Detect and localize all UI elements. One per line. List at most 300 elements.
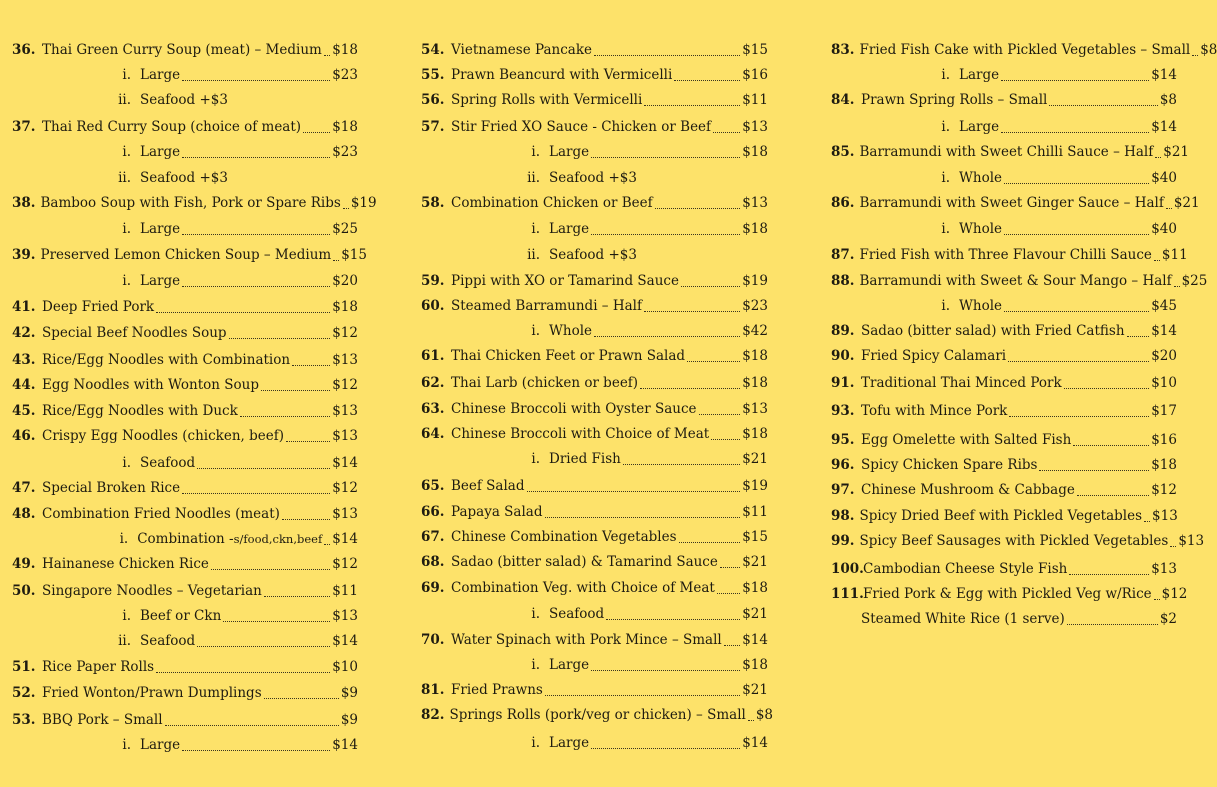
dot-leader xyxy=(606,619,740,620)
menu-item xyxy=(421,426,768,446)
item-number: i. xyxy=(531,657,540,673)
item-price: $9 xyxy=(340,712,358,728)
dot-leader xyxy=(591,670,740,671)
item-number: i. xyxy=(531,606,540,622)
item-number: 64. xyxy=(421,426,445,442)
dot-leader xyxy=(211,569,330,570)
item-number: 83. xyxy=(831,42,855,58)
item-name: Seafood xyxy=(140,633,196,649)
dot-leader xyxy=(644,105,740,106)
dot-leader xyxy=(591,748,740,749)
item-price: $12 xyxy=(1161,586,1188,602)
item-number: 55. xyxy=(421,67,445,83)
item-number: 36. xyxy=(12,42,36,58)
menu-item xyxy=(831,561,1177,581)
item-name: Beef or Ckn xyxy=(140,608,222,624)
dot-leader xyxy=(261,390,330,391)
item-number: 46. xyxy=(12,428,36,444)
item-name: Special Broken Rice xyxy=(42,480,181,496)
dot-leader xyxy=(545,517,741,518)
item-price: $15 xyxy=(742,42,768,58)
item-number: 45. xyxy=(12,403,36,419)
menu-item xyxy=(12,377,358,397)
menu-item xyxy=(831,247,1188,267)
dot-leader xyxy=(1039,470,1149,471)
item-number: 63. xyxy=(421,401,445,417)
dot-leader xyxy=(156,312,330,313)
dot-leader xyxy=(545,695,740,696)
item-name: Fried Prawns xyxy=(451,682,543,698)
item-price: $10 xyxy=(332,659,358,675)
dot-leader xyxy=(1174,286,1180,287)
item-name: Chinese Combination Vegetables xyxy=(451,529,677,545)
item-name: Combination Chicken or Beef xyxy=(451,195,653,211)
menu-item xyxy=(421,682,768,702)
item-number: ii. xyxy=(118,633,131,649)
menu-item-option xyxy=(12,67,358,87)
item-price: $16 xyxy=(1151,432,1177,448)
item-number: 100. xyxy=(831,561,864,577)
dot-leader xyxy=(182,750,330,751)
item-name: Seafood +$3 xyxy=(140,170,228,186)
item-name: Spicy Dried Beef with Pickled Vegetables xyxy=(859,508,1143,524)
item-price: $19 xyxy=(350,195,377,211)
item-name: Rice Paper Rolls xyxy=(42,659,155,675)
menu-item xyxy=(421,67,768,87)
dot-leader xyxy=(1069,574,1149,575)
item-number: 91. xyxy=(831,375,855,391)
dot-leader xyxy=(286,441,330,442)
menu-item xyxy=(831,403,1177,423)
menu-item xyxy=(12,659,358,679)
item-price: $18 xyxy=(332,299,358,315)
menu-item xyxy=(12,556,358,576)
item-price: $12 xyxy=(332,325,358,341)
item-name: Beef Salad xyxy=(451,478,525,494)
item-name: Rice/Egg Noodles with Combination xyxy=(42,352,291,368)
item-number: 38. xyxy=(12,195,36,211)
dot-leader xyxy=(1155,157,1161,158)
item-price: $42 xyxy=(742,323,768,339)
item-number: 98. xyxy=(831,508,855,524)
item-price: $14 xyxy=(332,737,358,753)
menu-item-option xyxy=(12,633,358,653)
dot-leader xyxy=(591,157,740,158)
item-price: $14 xyxy=(1151,119,1177,135)
menu-item-option xyxy=(12,608,358,628)
item-price: $13 xyxy=(742,195,768,211)
item-name: Combination Fried Noodles (meat) xyxy=(42,506,280,522)
item-price: $18 xyxy=(332,119,358,135)
menu-item xyxy=(421,707,774,727)
item-name: Whole xyxy=(549,323,593,339)
item-number: i. xyxy=(122,144,131,160)
menu-item-option xyxy=(831,298,1177,318)
item-price: $13 xyxy=(742,401,768,417)
item-number: 39. xyxy=(12,247,36,263)
menu-item xyxy=(421,42,768,62)
item-name: Dried Fish xyxy=(549,451,621,467)
item-name: Large xyxy=(140,737,181,753)
dot-leader xyxy=(1144,521,1150,522)
item-price: $12 xyxy=(332,480,358,496)
item-price: $11 xyxy=(742,504,768,520)
item-name: BBQ Pork – Small xyxy=(42,712,163,728)
item-number: 56. xyxy=(421,92,445,108)
item-price: $40 xyxy=(1151,221,1177,237)
item-name: Fried Pork & Egg with Pickled Veg w/Rice xyxy=(863,586,1152,602)
item-name: Tofu with Mince Pork xyxy=(861,403,1008,419)
item-number: 41. xyxy=(12,299,36,315)
item-name: Bamboo Soup with Fish, Pork or Spare Ribs xyxy=(40,195,341,211)
menu-item-option xyxy=(421,451,768,471)
item-number: 61. xyxy=(421,348,445,364)
menu-item xyxy=(831,482,1177,502)
menu-item-option xyxy=(12,221,358,241)
dot-leader xyxy=(240,416,330,417)
dot-leader xyxy=(229,338,331,339)
item-price: $23 xyxy=(332,67,358,83)
menu-item xyxy=(831,92,1177,112)
dot-leader xyxy=(724,645,740,646)
dot-leader xyxy=(1049,105,1157,106)
dot-leader xyxy=(324,544,330,545)
menu-item xyxy=(12,195,377,215)
item-number: 66. xyxy=(421,504,445,520)
item-name: Fried Spicy Calamari xyxy=(861,348,1007,364)
menu-item xyxy=(12,119,358,139)
item-price: $16 xyxy=(742,67,768,83)
item-number: 52. xyxy=(12,685,36,701)
menu-item xyxy=(421,580,768,600)
item-name: Prawn Spring Rolls – Small xyxy=(861,92,1048,108)
item-number: ii. xyxy=(527,170,540,186)
item-name: Egg Noodles with Wonton Soup xyxy=(42,377,259,393)
item-number: 96. xyxy=(831,457,855,473)
dot-leader xyxy=(1009,416,1149,417)
item-number: 62. xyxy=(421,375,445,391)
item-price: $14 xyxy=(1151,67,1177,83)
dot-leader xyxy=(264,596,330,597)
dot-leader xyxy=(699,414,741,415)
dot-leader xyxy=(1166,208,1172,209)
menu-item-option xyxy=(12,170,358,190)
item-price: $8 xyxy=(1159,92,1177,108)
dot-leader xyxy=(623,464,740,465)
item-name: Combination Veg. with Choice of Meat xyxy=(451,580,715,596)
item-name: Thai Chicken Feet or Prawn Salad xyxy=(451,348,686,364)
item-number: 50. xyxy=(12,583,36,599)
item-price: $21 xyxy=(742,554,768,570)
item-number: 49. xyxy=(12,556,36,572)
dot-leader xyxy=(640,388,740,389)
item-price: $8 xyxy=(755,707,774,723)
dot-leader xyxy=(197,468,330,469)
item-number: 88. xyxy=(831,273,855,289)
item-name: Seafood +$3 xyxy=(140,92,228,108)
item-name: Water Spinach with Pork Mince – Small xyxy=(451,632,722,648)
menu-item xyxy=(421,119,768,139)
dot-leader xyxy=(1073,445,1149,446)
menu-item xyxy=(12,299,358,319)
dot-leader xyxy=(1008,361,1149,362)
menu-item xyxy=(12,247,367,267)
item-number: i. xyxy=(531,735,540,751)
item-price: $21 xyxy=(742,451,768,467)
dot-leader xyxy=(1067,624,1158,625)
menu-item xyxy=(831,42,1217,62)
item-number: i. xyxy=(941,170,950,186)
menu-item xyxy=(831,432,1177,452)
item-number: 43. xyxy=(12,352,36,368)
item-name: Barramundi with Sweet & Sour Mango – Half xyxy=(859,273,1172,289)
dot-leader xyxy=(717,593,740,594)
dot-leader xyxy=(282,519,330,520)
menu-item-option xyxy=(831,221,1177,241)
item-name: Vietnamese Pancake xyxy=(451,42,592,58)
menu-item-option xyxy=(421,144,768,164)
menu-item-option xyxy=(421,735,768,755)
menu-item xyxy=(831,533,1205,553)
item-number: i. xyxy=(122,221,131,237)
item-price: $11 xyxy=(1161,247,1188,263)
item-name: Chinese Broccoli with Oyster Sauce xyxy=(451,401,697,417)
item-name: Spring Rolls with Vermicelli xyxy=(451,92,643,108)
item-number: ii. xyxy=(118,170,131,186)
item-price: $10 xyxy=(1151,375,1177,391)
item-name: Special Beef Noodles Soup xyxy=(42,325,227,341)
dot-leader xyxy=(197,646,330,647)
item-number: 87. xyxy=(831,247,855,263)
item-name: Sadao (bitter salad) & Tamarind Sauce xyxy=(451,554,718,570)
menu-item xyxy=(831,348,1177,368)
item-number: 42. xyxy=(12,325,36,341)
item-name: Large xyxy=(140,67,181,83)
item-price: $18 xyxy=(742,657,768,673)
menu-item xyxy=(421,375,768,395)
item-number: 37. xyxy=(12,119,36,135)
item-price: $18 xyxy=(742,580,768,596)
item-note: s/food,ckn,beef xyxy=(233,532,323,546)
item-number: 97. xyxy=(831,482,855,498)
item-price: $13 xyxy=(332,506,358,522)
item-name: Large xyxy=(549,657,590,673)
item-name: Singapore Noodles – Vegetarian xyxy=(42,583,262,599)
item-price: $15 xyxy=(742,529,768,545)
item-number: 93. xyxy=(831,403,855,419)
item-number: ii. xyxy=(527,247,540,263)
dot-leader xyxy=(1004,311,1149,312)
item-price: $12 xyxy=(332,556,358,572)
item-number: 95. xyxy=(831,432,855,448)
item-name: Chinese Broccoli with Choice of Meat xyxy=(451,426,710,442)
dot-leader xyxy=(1004,234,1149,235)
item-price: $20 xyxy=(332,273,358,289)
dot-leader xyxy=(182,157,330,158)
dot-leader xyxy=(594,336,740,337)
item-price: $11 xyxy=(742,92,768,108)
menu-item-option xyxy=(421,606,768,626)
item-name: Springs Rolls (pork/veg or chicken) – Small xyxy=(449,707,746,723)
menu-item xyxy=(831,508,1177,528)
dot-leader xyxy=(1154,599,1160,600)
menu-item-option xyxy=(831,170,1177,190)
item-price: $8 xyxy=(1200,42,1217,58)
item-price: $13 xyxy=(332,403,358,419)
item-price: $21 xyxy=(742,682,768,698)
dot-leader xyxy=(1004,183,1149,184)
item-name: Sadao (bitter salad) with Fried Catfish xyxy=(861,323,1125,339)
item-price: $17 xyxy=(1151,403,1177,419)
item-number: i. xyxy=(941,119,950,135)
item-name: Fried Wonton/Prawn Dumplings xyxy=(42,685,262,701)
dot-leader xyxy=(1192,55,1198,56)
menu-item xyxy=(421,348,768,368)
item-number: i. xyxy=(531,451,540,467)
menu-item-option xyxy=(12,531,358,551)
item-name: Chinese Mushroom & Cabbage xyxy=(861,482,1075,498)
item-name: Seafood xyxy=(549,606,605,622)
item-name: Thai Larb (chicken or beef) xyxy=(451,375,639,391)
menu-item-option xyxy=(831,67,1177,87)
menu-item-option xyxy=(12,144,358,164)
item-price: $18 xyxy=(332,42,358,58)
menu-item xyxy=(421,298,768,318)
item-price: $13 xyxy=(1178,533,1205,549)
dot-leader xyxy=(303,132,330,133)
item-name: Fried Fish Cake with Pickled Vegetables – Small xyxy=(859,42,1191,58)
menu-item xyxy=(421,529,768,549)
item-number: 81. xyxy=(421,682,445,698)
item-number: 85. xyxy=(831,144,855,160)
menu-item xyxy=(831,611,1177,631)
menu-item-option xyxy=(421,323,768,343)
menu-item xyxy=(421,92,768,112)
dot-leader xyxy=(655,208,741,209)
item-name: Thai Red Curry Soup (choice of meat) xyxy=(42,119,302,135)
menu-item xyxy=(421,554,768,574)
item-price: $25 xyxy=(332,221,358,237)
item-number: 51. xyxy=(12,659,36,675)
item-number: 44. xyxy=(12,377,36,393)
item-name: Thai Green Curry Soup (meat) – Medium xyxy=(42,42,322,58)
dot-leader xyxy=(1127,336,1150,337)
item-name: Steamed White Rice (1 serve) xyxy=(861,611,1065,627)
dot-leader xyxy=(156,672,330,673)
dot-leader xyxy=(1170,546,1176,547)
item-name: Rice/Egg Noodles with Duck xyxy=(42,403,238,419)
item-name: Large xyxy=(549,735,590,751)
item-name: Deep Fried Pork xyxy=(42,299,155,315)
dot-leader xyxy=(1001,80,1149,81)
item-number: i. xyxy=(941,67,950,83)
dot-leader xyxy=(594,55,740,56)
menu-item xyxy=(12,428,358,448)
menu-item-option xyxy=(12,455,358,475)
dot-leader xyxy=(681,286,740,287)
menu-item xyxy=(12,352,358,372)
item-number: 82. xyxy=(421,707,445,723)
menu-item xyxy=(421,401,768,421)
item-number: 70. xyxy=(421,632,445,648)
item-price: $23 xyxy=(332,144,358,160)
dot-leader xyxy=(182,493,330,494)
item-price: $14 xyxy=(742,735,768,751)
item-name: Large xyxy=(549,221,590,237)
item-name: Large xyxy=(140,144,181,160)
dot-leader xyxy=(527,491,741,492)
dot-leader xyxy=(1001,132,1149,133)
menu-item-option xyxy=(12,92,358,112)
item-price: $14 xyxy=(742,632,768,648)
item-price: $13 xyxy=(742,119,768,135)
item-name: Large xyxy=(959,119,1000,135)
dot-leader xyxy=(333,260,339,261)
item-price: $18 xyxy=(742,426,768,442)
dot-leader xyxy=(182,286,330,287)
item-number: 65. xyxy=(421,478,445,494)
dot-leader xyxy=(1064,388,1150,389)
item-name: Barramundi with Sweet Ginger Sauce – Half xyxy=(859,195,1164,211)
item-price: $13 xyxy=(332,428,358,444)
item-name: Combination - xyxy=(137,531,234,547)
item-number: i. xyxy=(122,67,131,83)
menu-item xyxy=(421,478,768,498)
item-number: ii. xyxy=(118,92,131,108)
item-name: Crispy Egg Noodles (chicken, beef) xyxy=(42,428,284,444)
item-price: $18 xyxy=(742,348,768,364)
item-number: i. xyxy=(119,531,129,547)
item-price: $18 xyxy=(742,375,768,391)
item-name: Pippi with XO or Tamarind Sauce xyxy=(451,273,679,289)
item-price: $14 xyxy=(1151,323,1177,339)
menu-item xyxy=(831,273,1208,293)
menu-item xyxy=(831,586,1188,606)
dot-leader xyxy=(292,365,330,366)
item-number: 54. xyxy=(421,42,445,58)
item-name: Egg Omelette with Salted Fish xyxy=(861,432,1072,448)
item-number: i. xyxy=(122,737,131,753)
dot-leader xyxy=(748,720,754,721)
menu-item xyxy=(12,480,358,500)
menu-item xyxy=(421,632,768,652)
item-price: $21 xyxy=(1163,144,1190,160)
menu-item xyxy=(12,325,358,345)
item-number: i. xyxy=(122,455,131,471)
item-name: Prawn Beancurd with Vermicelli xyxy=(451,67,673,83)
item-price: $14 xyxy=(332,531,358,547)
item-name: Spicy Beef Sausages with Pickled Vegetables xyxy=(859,533,1169,549)
item-price: $40 xyxy=(1151,170,1177,186)
dot-leader xyxy=(713,132,740,133)
item-price: $14 xyxy=(332,633,358,649)
item-number: 67. xyxy=(421,529,445,545)
menu-item xyxy=(831,323,1177,343)
item-price: $13 xyxy=(1152,508,1178,524)
dot-leader xyxy=(644,311,740,312)
menu-item-option xyxy=(831,119,1177,139)
item-name: Seafood +$3 xyxy=(549,170,637,186)
item-number: 58. xyxy=(421,195,445,211)
item-name: Whole xyxy=(959,298,1003,314)
menu-item xyxy=(831,457,1177,477)
item-price: $13 xyxy=(332,352,358,368)
item-name: Cambodian Cheese Style Fish xyxy=(863,561,1068,577)
menu-item xyxy=(831,375,1177,395)
item-name: Large xyxy=(140,273,181,289)
item-price: $12 xyxy=(1151,482,1177,498)
menu-item xyxy=(831,195,1200,215)
